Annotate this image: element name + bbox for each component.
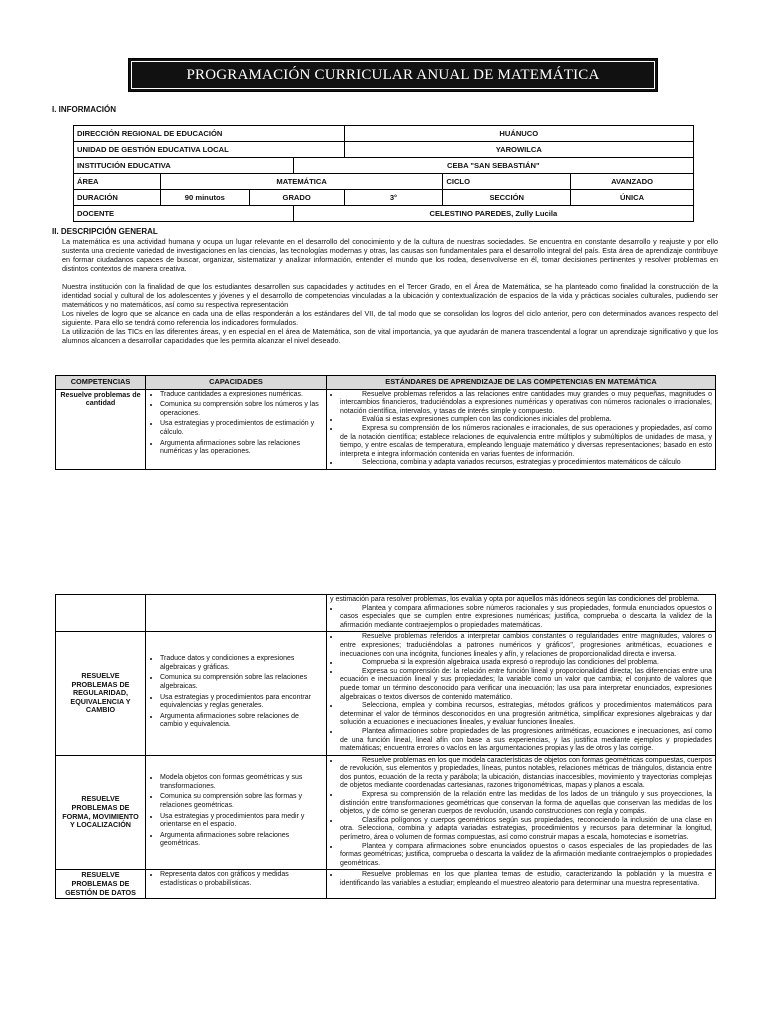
list-item: • Modela objetos con formas geométricas y sus transformaciones. <box>160 774 323 791</box>
capacidades-cell <box>146 595 327 632</box>
table-header-row <box>56 376 716 390</box>
description-paragraph: Nuestra institución con la finalidad de que los estudiantes desarrollen sus capacidades y actitudes en el Tercer Grado, en el Área de Matemática, se ha planteado como finalidad la construcción de la identidad social y cultural de los adolescentes y jóvenes y el desarrollo de competencias vinculadas a la ubicación y contextualización de espacios de la vida y prácticas sociales culturales, pudiendo ser matemáticos y no matemáticos, así como su respectiva representación <box>62 282 718 309</box>
estandares-cell <box>327 870 716 899</box>
list-item: • Resuelve problemas referidos a las relaciones entre cantidades muy grandes o muy pequeñas, magnitudes o intercambios financieros, traduciéndolas a expresiones numéricas y operativas con números racionales o irracionales, notación científica, intervalos, y tasas de interés simple y compuesto. <box>340 391 712 417</box>
description-paragraph: Los niveles de logro que se alcance en cada una de ellas responderán a los estándares del VII, de tal modo que se consolidan los logros del ciclo anterior, pero con determinados avances respecto del siguiente. Para ello se tendrá como referencia los indicadores formulados. <box>62 309 718 327</box>
competencias-table-part1 <box>55 375 716 470</box>
description-paragraph: La utilización de las TICs en las diferentes áreas, y en especial en el área de Matemática, son de vital importancia, ya que ayudarán de manera trascendental a lograr un aprendizaje significativo y que los alumnos alcancen a desarrollar capacidades que les permita alcanzar el nivel deseado. <box>62 327 718 345</box>
info-label: INSTITUCIÓN EDUCATIVA <box>74 158 294 174</box>
header-competencias: COMPETENCIAS <box>56 376 146 390</box>
list-item: • Comunica su comprensión sobre las formas y relaciones geométricas. <box>160 793 323 810</box>
info-value: CELESTINO PAREDES, Zully Lucila <box>293 206 693 222</box>
estandares-cell <box>327 595 716 632</box>
list-item: • Resuelve problemas en los que modela características de objetos con formas geométricas compuestas, cuerpos de revolución, sus elementos y propiedades, líneas, puntos notables, relaciones métricas de triángulos, distancia entre dos puntos, ecuación de la recta y parábola; la ubicación, distancias inaccesibles, movimiento y trayectorias complejas de objetos mediante coordenadas cartesianas, razones trigonométricas, mapas y planos a escala. <box>340 757 712 791</box>
list-item: • Expresa su comprensión de los números racionales e irracionales, de sus operaciones y propiedades, así como de la notación científica; establece relaciones de equivalencia entre múltiplos y submúltiplos de unidades de masa, y tiempo, y entre escalas de temperatura, empleando lenguaje matemático y diversas representaciones; basado en esto interpreta e integra información contenida en varias fuentes de información. <box>340 425 712 459</box>
info-label: DOCENTE <box>74 206 294 222</box>
estandares-cell <box>327 755 716 870</box>
competencias-table-part2 <box>55 594 716 899</box>
list-item: • Comunica su comprensión sobre las relaciones algebraicas. <box>160 674 323 691</box>
list-item: • Resuelve problemas en los que plantea temas de estudio, caracterizando la población y la muestra e identificando las variables a estudiar; empleando el muestreo aleatorio para determinar una muestra representativa. <box>340 871 712 888</box>
info-label: DIRECCIÓN REGIONAL DE EDUCACIÓN <box>74 126 345 142</box>
section-heading-informacion: I. INFORMACIÓN <box>52 105 116 114</box>
list-item: • Traduce cantidades a expresiones numéricas. <box>160 391 323 400</box>
estandares-cell <box>327 389 716 469</box>
table-row <box>56 632 716 755</box>
info-value: CEBA "SAN SEBASTIÁN" <box>293 158 693 174</box>
competencia-cell: RESUELVE PROBLEMAS DE REGULARIDAD, EQUIVALENCIA Y CAMBIO <box>56 632 146 755</box>
info-label: GRADO <box>249 190 344 206</box>
info-value: YAROWILCA <box>344 142 693 158</box>
list-item: • Plantea y compara afirmaciones sobre enunciados opuestos o casos especiales de las propiedades de las formas geométricas; justifica, comprueba o descarta la validez de la afirmación mediante contraejemplos o propiedades geométricas. <box>340 843 712 869</box>
list-item: • Evalúa si estas expresiones cumplen con las condiciones iniciales del problema. <box>340 416 712 425</box>
info-value: ÚNICA <box>571 190 694 206</box>
competencia-cell: RESUELVE PROBLEMAS DE FORMA, MOVIMIENTO Y LOCALIZACIÓN <box>56 755 146 870</box>
header-capacidades: CAPACIDADES <box>146 376 327 390</box>
list-item: • Expresa su comprensión de la relación entre las medidas de los lados de un triángulo y sus proyecciones, la distinción entre transformaciones geométricas que conservan la forma de aquellas que conservan las medidas de los objetos, y de cómo se generan cuerpos de revolución, usando construcciones con regla y compás. <box>340 791 712 817</box>
continuation-text: y estimación para resolver problemas, los evalúa y opta por aquellos más idóneos según las condiciones del problema. <box>330 596 700 603</box>
list-item: • Selecciona, emplea y combina recursos, estrategias, métodos gráficos y procedimientos matemáticos para determinar el valor de términos desconocidos en una progresión aritmética, simplificar expresiones algebraicas y dar solución a ecuaciones e inecuaciones lineales, y evaluar funciones lineales. <box>340 702 712 728</box>
info-label: CICLO <box>443 174 571 190</box>
table-row <box>56 595 716 632</box>
list-item: • Argumenta afirmaciones sobre las relaciones numéricas y las operaciones. <box>160 440 323 457</box>
list-item: • Usa estrategias y procedimientos para medir y orientarse en el espacio. <box>160 813 323 830</box>
list-item: • Argumenta afirmaciones sobre relaciones geométricas. <box>160 832 323 849</box>
description-paragraph: La matemática es una actividad humana y ocupa un lugar relevante en el desarrollo del conocimiento y de la cultura de nuestras sociedades. Se encuentra en constante desarrollo y reajuste y por ello sustenta una creciente variedad de investigaciones en las ciencias, las tecnologías modernas y otras, las causas son fundamentales para el desarrollo integral del país. Esta área de aprendizaje contribuye en formar ciudadanos capaces de buscar, organizar, sistematizar y analizar información, entender el mundo que los rodea, desenvolverse en él, tomar decisiones pertinentes y resolver problemas en distintos contextos de manera creativa. <box>62 237 718 273</box>
info-value: AVANZADO <box>571 174 694 190</box>
info-label: SECCIÓN <box>443 190 571 206</box>
description-spacer <box>62 273 718 282</box>
header-estandares: ESTÁNDARES DE APRENDIZAJE DE LAS COMPETENCIAS EN MATEMÁTICA <box>327 376 716 390</box>
info-row-dre <box>74 126 694 142</box>
list-item: • Usa estrategias y procedimientos para encontrar equivalencias y reglas generales. <box>160 694 323 711</box>
info-row-ie <box>74 158 694 174</box>
list-item: • Resuelve problemas referidos a interpretar cambios constantes o regularidades entre magnitudes, valores o entre expresiones; traduciéndolas a patrones numéricos y gráficos", progresiones aritméticas, ecuaciones e inecuaciones con una incógnita, funciones lineales y afín, y relaciones de proporcionalidad directa e inversa. <box>340 633 712 659</box>
list-item: • Expresa su comprensión de: la relación entre función lineal y proporcionalidad directa; las diferencias entre una ecuación e inecuación lineal y sus propiedades; la variable como un valor que cambia; el conjunto de valores que puede tomar un término desconocido para verificar una inecuación; las usa para interpretar enunciados, expresiones algebraicas o textos diversos de contenido matemático. <box>340 668 712 702</box>
info-table <box>73 125 694 222</box>
list-item: • Usa estrategias y procedimientos de estimación y cálculo. <box>160 420 323 437</box>
list-item: • Selecciona, combina y adapta variados recursos, estrategias y procedimientos matemáticos de cálculo <box>340 459 712 468</box>
list-item: • Plantea afirmaciones sobre propiedades de las progresiones aritméticas, ecuaciones e inecuaciones, así como de una función lineal, lineal afín con base a sus experiencias, y las justifica mediante ejemplos y propiedades matemáticas; encuentra errores o vacíos en las argumentaciones propias y las de otros y las corrige. <box>340 728 712 754</box>
info-label: DURACIÓN <box>74 190 161 206</box>
document-title-banner <box>128 58 658 92</box>
capacidades-cell <box>146 389 327 469</box>
info-label: ÁREA <box>74 174 161 190</box>
list-item: • Comprueba si la expresión algebraica usada expresó o reprodujo las condiciones del problema. <box>340 659 712 668</box>
competencia-cell <box>56 595 146 632</box>
capacidades-cell <box>146 870 327 899</box>
capacidades-cell <box>146 632 327 755</box>
list-item: • Traduce datos y condiciones a expresiones algebraicas y gráficas. <box>160 655 323 672</box>
info-row-ugel <box>74 142 694 158</box>
list-item: • Comunica su comprensión sobre los números y las operaciones. <box>160 401 323 418</box>
competencia-cell: Resuelve problemas de cantidad <box>56 389 146 469</box>
info-row-area <box>74 174 694 190</box>
list-item: • Clasifica polígonos y cuerpos geométricos según sus propiedades, reconociendo la inclusión de una clase en otra. Selecciona, combina y adapta variadas estrategias, procedimientos y recursos para determinar la longitud, perímetro, área o volumen de formas compuestas, así como construir mapas a escala, homotecias e isometrías. <box>340 817 712 843</box>
info-value: 90 minutos <box>160 190 249 206</box>
list-item: • Plantea y compara afirmaciones sobre números racionales y sus propiedades, formula enunciados opuestos o casos especiales que se cumplen entre expresiones numéricas; justifica, comprueba o descarta la validez de la afirmación mediante contraejemplos o propiedades matemáticas. <box>340 605 712 631</box>
info-value: HUÁNUCO <box>344 126 693 142</box>
estandares-cell <box>327 632 716 755</box>
info-value: MATEMÁTICA <box>160 174 442 190</box>
competencia-cell: RESUELVE PROBLEMAS DE GESTIÓN DE DATOS <box>56 870 146 899</box>
table-row <box>56 755 716 870</box>
info-row-docente <box>74 206 694 222</box>
section-heading-descripcion: II. DESCRIPCIÓN GENERAL <box>52 227 158 236</box>
document-title: PROGRAMACIÓN CURRICULAR ANUAL DE MATEMÁTICA <box>186 66 600 83</box>
info-label: UNIDAD DE GESTIÓN EDUCATIVA LOCAL <box>74 142 345 158</box>
table-row <box>56 870 716 899</box>
capacidades-cell <box>146 755 327 870</box>
table-row <box>56 389 716 469</box>
description-block <box>62 237 718 345</box>
list-item: • Argumenta afirmaciones sobre relaciones de cambio y equivalencia. <box>160 713 323 730</box>
info-row-duracion <box>74 190 694 206</box>
info-value: 3° <box>344 190 443 206</box>
list-item: • Representa datos con gráficos y medidas estadísticas o probabilísticas. <box>160 871 323 888</box>
